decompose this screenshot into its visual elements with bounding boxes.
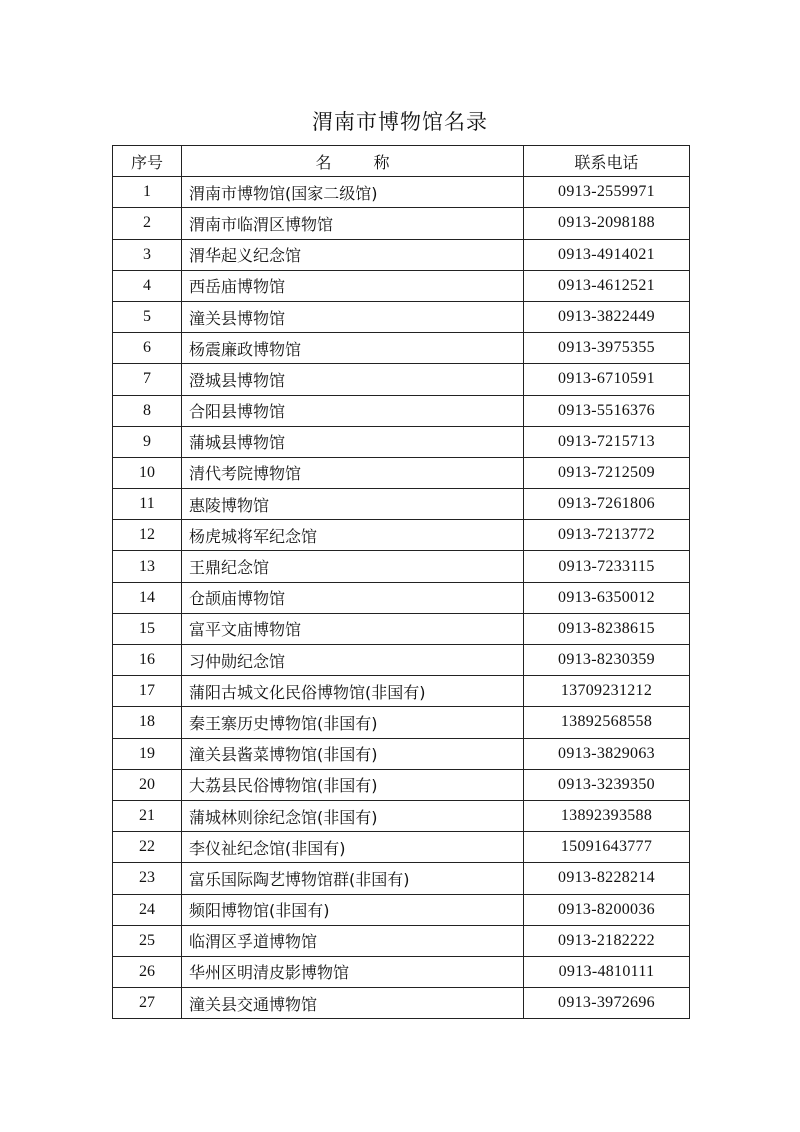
row-phone-number: 0913-7213772 (524, 520, 690, 551)
table-row (113, 988, 690, 1019)
row-serial-number: 15 (113, 613, 182, 644)
row-phone-number: 0913-3972696 (524, 988, 690, 1019)
table-row (113, 177, 690, 208)
table-row (113, 863, 690, 894)
row-museum-name: 蒲城林则徐纪念馆(非国有) (182, 800, 524, 831)
table-row (113, 645, 690, 676)
header-name-char-1: 名 (315, 152, 332, 172)
row-museum-name: 西岳庙博物馆 (182, 270, 524, 301)
row-museum-name: 仓颉庙博物馆 (182, 582, 524, 613)
row-museum-name: 潼关县博物馆 (182, 301, 524, 332)
table-row (113, 333, 690, 364)
row-museum-name: 渭华起义纪念馆 (182, 239, 524, 270)
row-museum-name: 习仲勋纪念馆 (182, 645, 524, 676)
row-phone-number: 0913-3975355 (524, 333, 690, 364)
row-museum-name: 合阳县博物馆 (182, 395, 524, 426)
row-museum-name: 渭南市博物馆(国家二级馆) (182, 177, 524, 208)
row-phone-number: 0913-8200036 (524, 894, 690, 925)
row-phone-number: 0913-3239350 (524, 769, 690, 800)
row-serial-number: 11 (113, 489, 182, 520)
table-row (113, 894, 690, 925)
table-row (113, 551, 690, 582)
row-serial-number: 18 (113, 707, 182, 738)
row-serial-number: 4 (113, 270, 182, 301)
row-museum-name: 频阳博物馆(非国有) (182, 894, 524, 925)
row-phone-number: 0913-8228214 (524, 863, 690, 894)
row-phone-number: 13892393588 (524, 800, 690, 831)
row-museum-name: 华州区明清皮影博物馆 (182, 956, 524, 987)
row-serial-number: 8 (113, 395, 182, 426)
row-museum-name: 潼关县酱菜博物馆(非国有) (182, 738, 524, 769)
row-serial-number: 6 (113, 333, 182, 364)
header-name (182, 146, 524, 177)
table-row (113, 769, 690, 800)
row-serial-number: 20 (113, 769, 182, 800)
table-row (113, 395, 690, 426)
table-row (113, 301, 690, 332)
row-serial-number: 9 (113, 426, 182, 457)
row-museum-name: 惠陵博物馆 (182, 489, 524, 520)
row-serial-number: 25 (113, 925, 182, 956)
table-row (113, 925, 690, 956)
table-row (113, 738, 690, 769)
row-phone-number: 0913-4612521 (524, 270, 690, 301)
table-header-row (113, 146, 690, 177)
row-phone-number: 0913-4914021 (524, 239, 690, 270)
header-name-char-2: 称 (373, 152, 390, 172)
table-row (113, 239, 690, 270)
table-row (113, 270, 690, 301)
row-serial-number: 23 (113, 863, 182, 894)
row-phone-number: 0913-2182222 (524, 925, 690, 956)
row-museum-name: 临渭区孚道博物馆 (182, 925, 524, 956)
row-phone-number: 0913-3829063 (524, 738, 690, 769)
row-museum-name: 秦王寨历史博物馆(非国有) (182, 707, 524, 738)
row-serial-number: 19 (113, 738, 182, 769)
row-museum-name: 蒲阳古城文化民俗博物馆(非国有) (182, 676, 524, 707)
header-phone: 联系电话 (524, 146, 690, 177)
row-serial-number: 7 (113, 364, 182, 395)
table-row (113, 489, 690, 520)
table-row (113, 613, 690, 644)
table-row (113, 676, 690, 707)
row-phone-number: 0913-2098188 (524, 208, 690, 239)
row-serial-number: 13 (113, 551, 182, 582)
table-row (113, 707, 690, 738)
row-phone-number: 0913-4810111 (524, 956, 690, 987)
row-serial-number: 17 (113, 676, 182, 707)
table-row (113, 457, 690, 488)
row-museum-name: 王鼎纪念馆 (182, 551, 524, 582)
row-serial-number: 21 (113, 800, 182, 831)
row-phone-number: 0913-7261806 (524, 489, 690, 520)
header-serial-number: 序号 (113, 146, 182, 177)
row-serial-number: 12 (113, 520, 182, 551)
row-phone-number: 13892568558 (524, 707, 690, 738)
row-serial-number: 1 (113, 177, 182, 208)
table-row (113, 582, 690, 613)
row-serial-number: 26 (113, 956, 182, 987)
row-museum-name: 杨震廉政博物馆 (182, 333, 524, 364)
row-museum-name: 澄城县博物馆 (182, 364, 524, 395)
row-phone-number: 0913-8238615 (524, 613, 690, 644)
row-serial-number: 2 (113, 208, 182, 239)
row-museum-name: 渭南市临渭区博物馆 (182, 208, 524, 239)
row-serial-number: 10 (113, 457, 182, 488)
row-museum-name: 李仪祉纪念馆(非国有) (182, 832, 524, 863)
row-phone-number: 15091643777 (524, 832, 690, 863)
row-phone-number: 0913-8230359 (524, 645, 690, 676)
table-row (113, 208, 690, 239)
table-row (113, 832, 690, 863)
row-serial-number: 16 (113, 645, 182, 676)
row-museum-name: 蒲城县博物馆 (182, 426, 524, 457)
row-phone-number: 13709231212 (524, 676, 690, 707)
row-museum-name: 富平文庙博物馆 (182, 613, 524, 644)
row-phone-number: 0913-3822449 (524, 301, 690, 332)
row-phone-number: 0913-6350012 (524, 582, 690, 613)
row-phone-number: 0913-7215713 (524, 426, 690, 457)
row-serial-number: 22 (113, 832, 182, 863)
page-title: 渭南市博物馆名录 (312, 110, 488, 134)
row-phone-number: 0913-5516376 (524, 395, 690, 426)
row-serial-number: 3 (113, 239, 182, 270)
row-serial-number: 24 (113, 894, 182, 925)
row-museum-name: 清代考院博物馆 (182, 457, 524, 488)
table-row (113, 956, 690, 987)
table-row (113, 800, 690, 831)
table-row (113, 520, 690, 551)
row-phone-number: 0913-7233115 (524, 551, 690, 582)
row-museum-name: 潼关县交通博物馆 (182, 988, 524, 1019)
row-serial-number: 5 (113, 301, 182, 332)
row-museum-name: 富乐国际陶艺博物馆群(非国有) (182, 863, 524, 894)
row-serial-number: 27 (113, 988, 182, 1019)
row-phone-number: 0913-6710591 (524, 364, 690, 395)
row-phone-number: 0913-2559971 (524, 177, 690, 208)
table-body (113, 177, 690, 1019)
table-row (113, 364, 690, 395)
table-row (113, 426, 690, 457)
museum-directory-table (112, 145, 690, 1019)
row-serial-number: 14 (113, 582, 182, 613)
row-museum-name: 杨虎城将军纪念馆 (182, 520, 524, 551)
row-phone-number: 0913-7212509 (524, 457, 690, 488)
row-museum-name: 大荔县民俗博物馆(非国有) (182, 769, 524, 800)
